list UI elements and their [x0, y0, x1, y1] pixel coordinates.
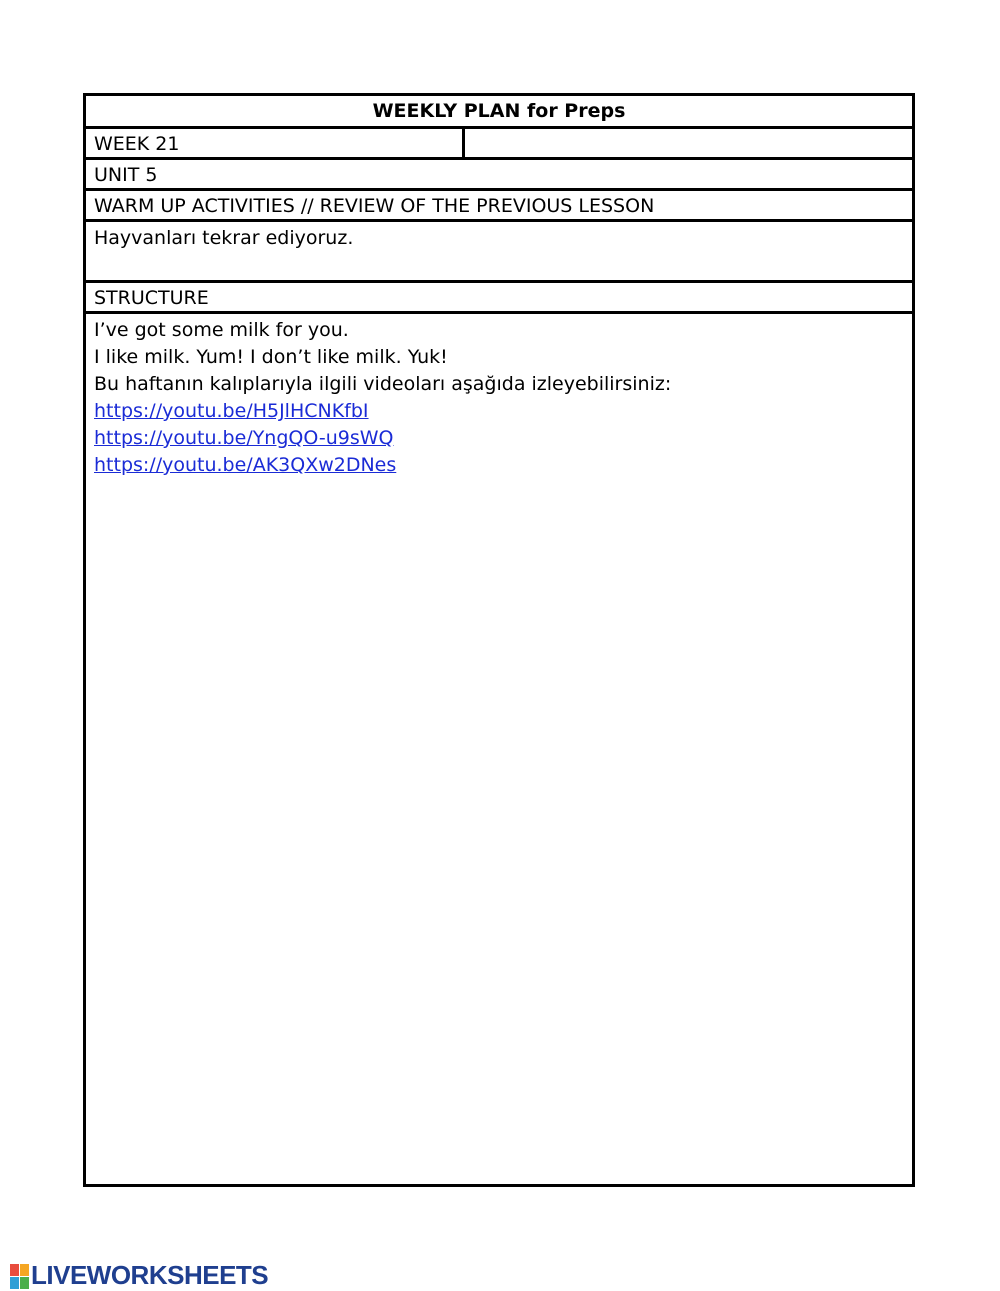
- week-label: WEEK 21: [86, 129, 465, 157]
- week-row: [86, 129, 912, 160]
- video-link-1[interactable]: https://youtu.be/H5JlHCNKfbI: [94, 400, 369, 422]
- structure-heading: STRUCTURE: [86, 283, 912, 314]
- week-empty-cell: [465, 129, 912, 157]
- video-link-2[interactable]: https://youtu.be/YngQO-u9sWQ: [94, 427, 394, 449]
- liveworksheets-logo-icon: [10, 1264, 28, 1288]
- plan-title: WEEKLY PLAN for Preps: [86, 96, 912, 129]
- brand-name: LIVEWORKSHEETS: [31, 1260, 269, 1290]
- video-link-3[interactable]: https://youtu.be/AK3QXw2DNes: [94, 454, 397, 476]
- liveworksheets-footer: [10, 1260, 268, 1291]
- warmup-heading: WARM UP ACTIVITIES // REVIEW OF THE PREVIOUS LESSON: [86, 191, 912, 222]
- warmup-text: Hayvanları tekrar ediyoruz.: [86, 222, 912, 283]
- structure-content: [86, 314, 912, 1184]
- unit-label: UNIT 5: [86, 160, 912, 191]
- structure-line: I like milk. Yum! I don’t like milk. Yuk!: [94, 346, 448, 368]
- structure-line: Bu haftanın kalıplarıyla ilgili videoları aşağıda izleyebilirsiniz:: [94, 373, 672, 395]
- structure-line: I’ve got some milk for you.: [94, 319, 349, 341]
- weekly-plan-table: [83, 93, 915, 1187]
